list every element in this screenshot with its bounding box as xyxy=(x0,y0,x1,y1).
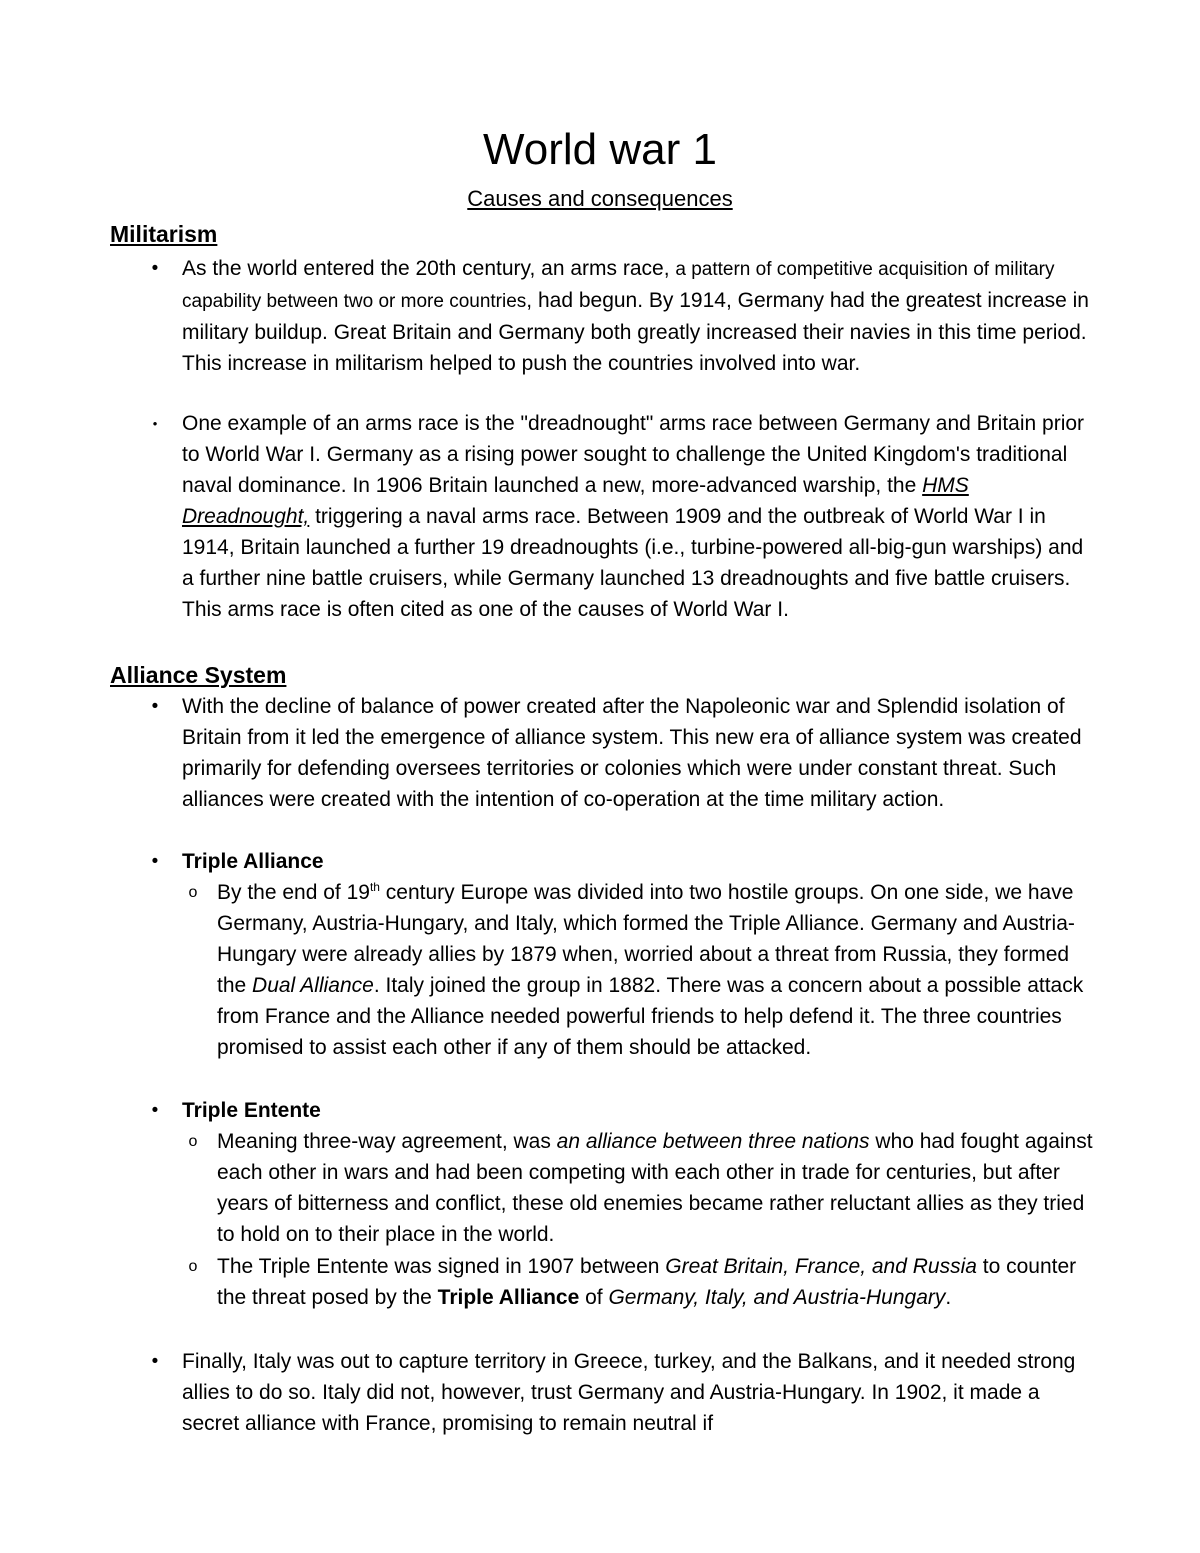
section-heading-alliance-system: Alliance System xyxy=(110,662,287,688)
circle-bullet-icon: o xyxy=(188,1133,198,1150)
list-item xyxy=(145,691,1100,815)
sub-list-item-text: The Triple Entente was signed in 1907 between Great Britain, France, and Russia to counter the threat posed by the Triple Alliance of Germany, Italy, and Austria-Hungary. xyxy=(217,1255,1077,1309)
sub-list-item xyxy=(183,1251,1098,1313)
sub-list-item xyxy=(183,877,1098,1063)
list-item xyxy=(145,253,1100,379)
bullet-icon: • xyxy=(151,696,159,717)
document-title: World war 1 xyxy=(483,125,717,174)
list-item-text: Triple Alliance xyxy=(182,850,324,873)
list-item xyxy=(145,846,1100,877)
bullet-icon: • xyxy=(151,1100,159,1121)
circle-bullet-icon: o xyxy=(188,884,198,901)
hms-dreadnought-link[interactable]: HMS Dreadnought, xyxy=(182,474,969,528)
bullet-icon: • xyxy=(151,1351,159,1372)
list-item-text: With the decline of balance of power created after the Napoleonic war and Splendid isolation of Britain from it led the emergence of alliance system. This new era of alliance system was created primarily for defending oversees territories or colonies which were under constant threat. Such alliances were created with the intention of co-operation at the time military action. xyxy=(182,695,1082,811)
bullet-icon: • xyxy=(151,851,159,872)
bullet-icon: • xyxy=(151,258,159,279)
list-item xyxy=(145,408,1100,625)
sub-list-item-text: Meaning three-way agreement, was an alliance between three nations who had fought against each other in wars and had been competing with each other in trade for centuries, but after years of bitterness and conflict, these old enemies became rather reluctant allies as they tried to hold on to their place in the world. xyxy=(217,1130,1093,1246)
sub-list-item-text: By the end of 19th century Europe was divided into two hostile groups. On one side, we have Germany, Austria-Hungary, and Italy, which formed the Triple Alliance. Germany and Austria-Hungary were already allies by 1879 when, worried about a threat from Russia, they formed the Dual Alliance. Italy joined the group in 1882. There was a concern about a possible attack from France and the Alliance needed powerful friends to help defend it. The three countries promised to assist each other if any of them should be attacked. xyxy=(217,880,1084,1059)
list-item xyxy=(145,1095,1100,1126)
list-item-text: As the world entered the 20th century, an arms race, a pattern of competitive acquisition of military capability between two or more countries, had begun. By 1914, Germany had the greatest increase in military buildup. Great Britain and Germany both greatly increased their navies in this time period. This increase in militarism helped to push the countries involved into war. xyxy=(182,257,1089,375)
list-item xyxy=(145,1346,1100,1439)
circle-bullet-icon: o xyxy=(188,1258,198,1275)
list-item-text: Finally, Italy was out to capture territory in Greece, turkey, and the Balkans, and it needed strong allies to do so. Italy did not, however, trust Germany and Austria-Hungary. In 1902, it made a secret alliance with France, promising to remain neutral if xyxy=(182,1350,1076,1435)
list-item-text: Triple Entente xyxy=(182,1099,321,1122)
sub-list-item xyxy=(183,1126,1098,1250)
list-item-text: One example of an arms race is the "dreadnought" arms race between Germany and Britain prior to World War I. Germany as a rising power sought to challenge the United Kingdom's traditional naval dominance. In 1906 Britain launched a new, more-advanced warship, the HMS Dreadnought, triggering a naval arms race. Between 1909 and the outbreak of World War I in 1914, Britain launched a further 19 dreadnoughts (i.e., turbine-powered all-big-gun warships) and a further nine battle cruisers, while Germany launched 13 dreadnoughts and five battle cruisers. This arms race is often cited as one of the causes of World War I. xyxy=(182,412,1085,621)
document-subtitle: Causes and consequences xyxy=(467,186,733,211)
bullet-icon: • xyxy=(152,416,158,431)
section-heading-militarism: Militarism xyxy=(110,221,218,247)
